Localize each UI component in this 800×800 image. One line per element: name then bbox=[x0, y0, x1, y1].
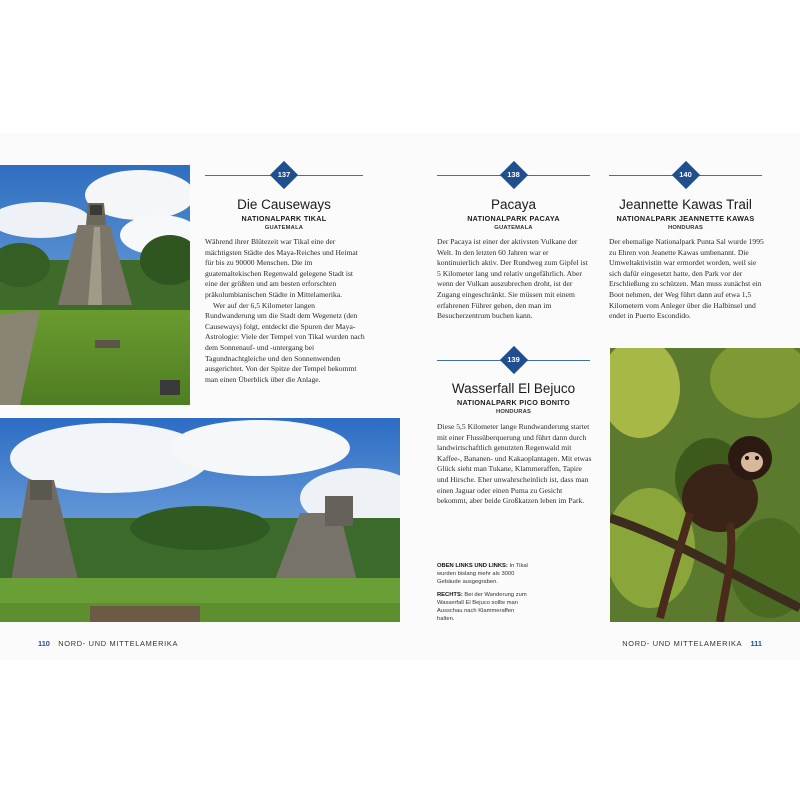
entry-park: NATIONALPARK PICO BONITO bbox=[456, 398, 570, 407]
paragraph: Während ihrer Blütezeit war Tikal eine der mächtigsten Städte des Maya-Reiches und Heimat für bis zu 90000 Menschen. Die im guatemaltekischen Regenwald gelegene Stadt ist eine der größten und am besten erforschten präkolumbianischen Städte in Mittelamerika. bbox=[205, 237, 358, 299]
paragraph: Der ehemalige Nationalpark Punta Sal wurde 1995 zu Ehren von Jeanette Kawas umbenannt. Die Umweltaktivistin war ermordet worden, weil sie sich dafür eingesetzt hatte, den Park vor der Erschließung zu schützen. Man muss zunächst ein Boot nehmen, der Weg führt dann auf etwa 1,5 Kilometern vom Anleger über die Halbinsel und endet in Puerto Escondido. bbox=[609, 237, 764, 321]
page-number: 111 bbox=[750, 639, 762, 648]
entry-header-139 bbox=[437, 381, 590, 415]
entry-number: 139 bbox=[507, 355, 520, 364]
entry-body-137 bbox=[205, 237, 365, 385]
entry-country: GUATEMALA bbox=[494, 225, 533, 231]
footer-left bbox=[38, 639, 178, 648]
tikal-panorama-photo bbox=[0, 418, 400, 622]
page-number: 110 bbox=[38, 639, 50, 648]
entry-body-138 bbox=[437, 237, 592, 322]
entry-country: GUATEMALA bbox=[264, 225, 304, 231]
entry-number: 140 bbox=[679, 170, 692, 179]
entry-title: Wasserfall El Bejuco bbox=[451, 381, 576, 396]
entry-park: NATIONALPARK JEANNETTE KAWAS bbox=[616, 214, 755, 223]
entry-header-137 bbox=[205, 197, 363, 231]
entry-country: HONDURAS bbox=[667, 225, 704, 231]
caption-text: In Tikal wurden bislang mehr als 3000 Gebäude ausgegraben. bbox=[437, 563, 528, 586]
entry-title: Jeannette Kawas Trail bbox=[619, 197, 752, 212]
running-footer: NORD- UND MITTELAMERIKA bbox=[58, 639, 179, 648]
entry-body-139 bbox=[437, 422, 592, 507]
tikal-temple-photo bbox=[0, 165, 190, 405]
spider-monkey-photo bbox=[610, 348, 800, 622]
running-footer: NORD- UND MITTELAMERIKA bbox=[622, 639, 743, 648]
entry-number: 137 bbox=[277, 170, 291, 179]
caption-label: OBEN LINKS UND LINKS: bbox=[437, 563, 508, 569]
section-marker-140 bbox=[609, 165, 762, 185]
section-marker-139 bbox=[437, 350, 590, 370]
caption-text: Bei der Wanderung zum Wasserfall El Bejuco sollte man Ausschau nach Klammeraffen halten. bbox=[437, 591, 527, 623]
entry-title: Die Causeways bbox=[237, 197, 331, 212]
caption-label: RECHTS: bbox=[437, 591, 463, 598]
paragraph: Der Pacaya ist einer der aktivsten Vulkane der Welt. In den letzten 60 Jahren war er kontinuierlich aktiv. Der Rundweg zum Gipfel ist 5 Kilometer lang und relativ ungefährlich. Aber wenn der Vulkan auszubrechen droht, ist der Zugang eingeschränkt. Sie müssen mit einem erfahrenen Führer gehen, den man im Besucherzentrum buchen kann. bbox=[437, 237, 588, 321]
section-marker-137 bbox=[205, 165, 363, 185]
entry-park: NATIONALPARK TIKAL bbox=[241, 214, 327, 223]
entry-title: Pacaya bbox=[490, 197, 537, 212]
paragraph: Wer auf der 6,5 Kilometer langen Rundwanderung um die Stadt dem Wegenetz (den Causeways) folgt, entdeckt die Spuren der Maya-Astrologie: Viele der Tempel von Tikal wurden nach dem Sonnenauf- und -untergang bei Tagundnachtgleiche und den Sonnenwenden ausgerichtet. Von der Spitze der Tempel bekommt man einen Überblick über die Anlage. bbox=[205, 300, 365, 384]
footer-right bbox=[622, 639, 762, 648]
entry-country: HONDURAS bbox=[495, 409, 532, 415]
entry-header-140 bbox=[600, 197, 771, 231]
entry-header-138 bbox=[437, 197, 590, 231]
photo-captions bbox=[437, 562, 532, 627]
entry-body-140 bbox=[609, 237, 765, 322]
paragraph: Diese 5,5 Kilometer lange Rundwanderung startet mit einer Flussüberquerung und führt dann durch landwirtschaftlich genutzten Regenwald mit Kaffee-, Bananen- und Kakaoplantagen. Mit etwas Glück sieht man Tukane, Klammeraffen, Tapire und Hirsche. Eher unwahrscheinlich ist, dass man einen Jaguar oder einen Puma zu Gesicht bekommt, aber beide Großkatzen leben im Park. bbox=[437, 422, 592, 506]
entry-park: NATIONALPARK PACAYA bbox=[467, 214, 560, 223]
entry-number: 138 bbox=[507, 170, 520, 179]
caption-top-left bbox=[437, 562, 532, 587]
section-marker-138 bbox=[437, 165, 590, 185]
caption-right bbox=[437, 591, 532, 624]
